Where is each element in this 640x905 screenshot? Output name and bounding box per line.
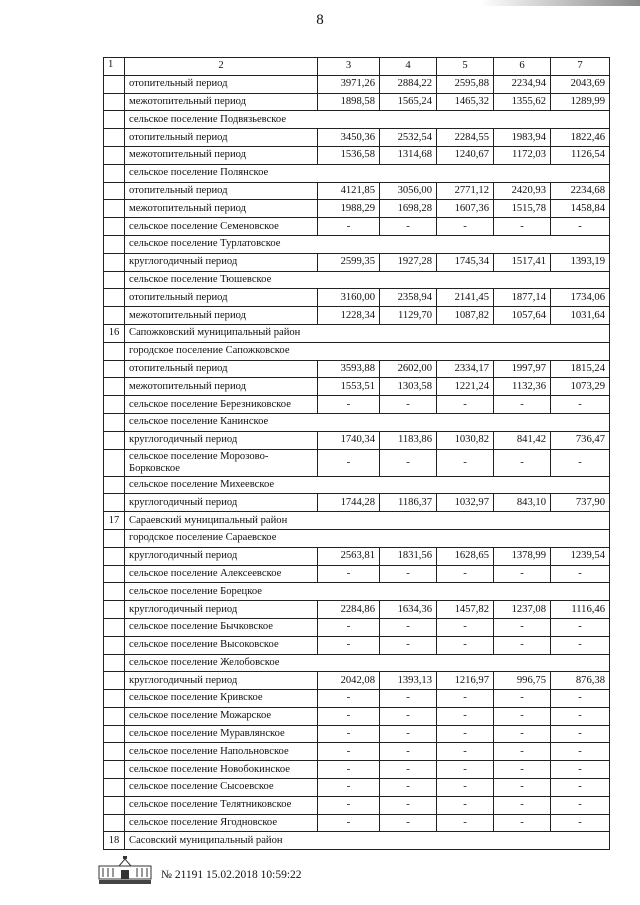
empty-value-cell: - [494, 725, 551, 743]
value-cell: 1378,99 [494, 547, 551, 565]
value-cell: 3593,88 [318, 360, 380, 378]
row-name-cell: отопительный период [125, 129, 318, 147]
value-cell: 1515,78 [494, 200, 551, 218]
row-name-cell: отопительный период [125, 182, 318, 200]
table-row [104, 690, 610, 708]
empty-value-cell: - [494, 796, 551, 814]
empty-value-cell: - [318, 761, 380, 779]
value-cell: 2284,86 [318, 601, 380, 619]
value-cell: 2284,55 [437, 129, 494, 147]
row-name-cell: межотопительный период [125, 200, 318, 218]
row-name-cell: круглогодичный период [125, 494, 318, 512]
header-cell: 4 [380, 58, 437, 76]
value-cell: 1734,06 [551, 289, 610, 307]
value-cell: 1129,70 [380, 307, 437, 325]
empty-value-cell: - [318, 814, 380, 832]
row-number-cell [104, 218, 125, 236]
table-row [104, 547, 610, 565]
empty-value-cell: - [437, 396, 494, 414]
empty-value-cell: - [551, 743, 610, 761]
value-cell: 1132,36 [494, 378, 551, 396]
page-number: 8 [316, 12, 324, 28]
row-number-cell [104, 476, 125, 494]
row-name-cell: сельское поселение Напольновское [125, 743, 318, 761]
empty-value-cell: - [551, 449, 610, 476]
empty-value-cell: - [494, 449, 551, 476]
table-row [104, 129, 610, 147]
table-row [104, 449, 610, 476]
table-row [104, 307, 610, 325]
table-row [104, 796, 610, 814]
empty-value-cell: - [437, 565, 494, 583]
row-number-cell [104, 431, 125, 449]
empty-value-cell: - [380, 814, 437, 832]
value-cell: 2234,68 [551, 182, 610, 200]
row-number-cell [104, 583, 125, 601]
empty-value-cell: - [551, 690, 610, 708]
row-number-cell [104, 200, 125, 218]
row-number-cell [104, 494, 125, 512]
registration-stamp: № 21191 15.02.2018 10:59:22 [161, 869, 302, 881]
value-cell: 876,38 [551, 672, 610, 690]
empty-value-cell: - [551, 636, 610, 654]
government-building-logo [97, 855, 153, 885]
empty-value-cell: - [380, 779, 437, 797]
table-header-row [104, 58, 610, 76]
section-row [104, 512, 610, 530]
row-number-cell [104, 725, 125, 743]
section-row [104, 529, 610, 547]
value-cell: 4121,85 [318, 182, 380, 200]
value-cell: 1031,64 [551, 307, 610, 325]
value-cell: 3056,00 [380, 182, 437, 200]
value-cell: 2771,12 [437, 182, 494, 200]
row-number-cell [104, 182, 125, 200]
empty-value-cell: - [318, 743, 380, 761]
empty-value-cell: - [437, 743, 494, 761]
header-cell: 6 [494, 58, 551, 76]
tariff-table [103, 57, 610, 850]
table-row [104, 725, 610, 743]
empty-value-cell: - [551, 565, 610, 583]
table-row [104, 93, 610, 111]
value-cell: 843,10 [494, 494, 551, 512]
section-row [104, 271, 610, 289]
header-cell: 2 [125, 58, 318, 76]
row-number-cell [104, 779, 125, 797]
empty-value-cell: - [494, 690, 551, 708]
table-row [104, 218, 610, 236]
value-cell: 1634,36 [380, 601, 437, 619]
row-number-cell [104, 289, 125, 307]
empty-value-cell: - [380, 218, 437, 236]
table-row [104, 779, 610, 797]
table-row [104, 743, 610, 761]
section-row [104, 164, 610, 182]
row-name-cell: сельское поселение Березниковское [125, 396, 318, 414]
row-number-cell [104, 707, 125, 725]
section-row [104, 413, 610, 431]
value-cell: 1458,84 [551, 200, 610, 218]
row-number-cell [104, 672, 125, 690]
value-cell: 1221,24 [437, 378, 494, 396]
row-number-cell [104, 253, 125, 271]
row-number-cell [104, 796, 125, 814]
empty-value-cell: - [437, 618, 494, 636]
value-cell: 3450,36 [318, 129, 380, 147]
value-cell: 1745,34 [437, 253, 494, 271]
row-number-cell [104, 761, 125, 779]
row-name-cell: круглогодичный период [125, 547, 318, 565]
section-name-cell: сельское поселение Борецкое [125, 583, 610, 601]
row-number-cell [104, 342, 125, 360]
empty-value-cell: - [437, 218, 494, 236]
table-row [104, 200, 610, 218]
section-name-cell: городское поселение Сараевское [125, 529, 610, 547]
empty-value-cell: - [318, 449, 380, 476]
value-cell: 1126,54 [551, 146, 610, 164]
empty-value-cell: - [494, 618, 551, 636]
header-cell: 5 [437, 58, 494, 76]
section-name-cell: сельское поселение Турлатовское [125, 235, 610, 253]
empty-value-cell: - [318, 725, 380, 743]
value-cell: 1565,24 [380, 93, 437, 111]
value-cell: 1457,82 [437, 601, 494, 619]
row-number-cell [104, 547, 125, 565]
value-cell: 1988,29 [318, 200, 380, 218]
empty-value-cell: - [494, 218, 551, 236]
value-cell: 1822,46 [551, 129, 610, 147]
value-cell: 1289,99 [551, 93, 610, 111]
row-name-cell: круглогодичный период [125, 601, 318, 619]
empty-value-cell: - [380, 636, 437, 654]
empty-value-cell: - [437, 636, 494, 654]
section-name-cell: городское поселение Сапожковское [125, 342, 610, 360]
row-number-cell [104, 378, 125, 396]
value-cell: 1239,54 [551, 547, 610, 565]
row-number-cell [104, 413, 125, 431]
section-row [104, 111, 610, 129]
value-cell: 2234,94 [494, 75, 551, 93]
section-name-cell: сельское поселение Михеевское [125, 476, 610, 494]
value-cell: 1517,41 [494, 253, 551, 271]
empty-value-cell: - [494, 761, 551, 779]
row-name-cell: межотопительный период [125, 146, 318, 164]
table-row [104, 182, 610, 200]
empty-value-cell: - [494, 814, 551, 832]
empty-value-cell: - [318, 396, 380, 414]
table-row [104, 565, 610, 583]
document-footer [97, 855, 517, 891]
empty-value-cell: - [380, 796, 437, 814]
row-name-cell: круглогодичный период [125, 431, 318, 449]
section-name-cell: Сараевский муниципальный район [125, 512, 610, 530]
value-cell: 1228,34 [318, 307, 380, 325]
section-name-cell: Сасовский муниципальный район [125, 832, 610, 850]
empty-value-cell: - [494, 779, 551, 797]
value-cell: 1877,14 [494, 289, 551, 307]
value-cell: 1698,28 [380, 200, 437, 218]
row-number-cell [104, 75, 125, 93]
table-row [104, 396, 610, 414]
value-cell: 1355,62 [494, 93, 551, 111]
value-cell: 2043,69 [551, 75, 610, 93]
value-cell: 2602,00 [380, 360, 437, 378]
row-name-cell: сельское поселение Ягодновское [125, 814, 318, 832]
section-name-cell: Сапожковский муниципальный район [125, 324, 610, 342]
empty-value-cell: - [318, 796, 380, 814]
row-number-cell [104, 618, 125, 636]
header-cell: 3 [318, 58, 380, 76]
section-row [104, 583, 610, 601]
row-name-cell: межотопительный период [125, 378, 318, 396]
table-row [104, 707, 610, 725]
value-cell: 1983,94 [494, 129, 551, 147]
empty-value-cell: - [551, 725, 610, 743]
row-number-cell [104, 565, 125, 583]
row-name-cell: сельское поселение Сысоевское [125, 779, 318, 797]
empty-value-cell: - [380, 761, 437, 779]
empty-value-cell: - [551, 779, 610, 797]
row-number-cell [104, 396, 125, 414]
row-number-cell [104, 129, 125, 147]
row-number-cell: 17 [104, 512, 125, 530]
section-row [104, 235, 610, 253]
empty-value-cell: - [437, 779, 494, 797]
section-row [104, 324, 610, 342]
row-number-cell [104, 743, 125, 761]
row-number-cell [104, 690, 125, 708]
empty-value-cell: - [551, 396, 610, 414]
row-name-cell: сельское поселение Телятниковское [125, 796, 318, 814]
empty-value-cell: - [318, 636, 380, 654]
value-cell: 2334,17 [437, 360, 494, 378]
empty-value-cell: - [551, 218, 610, 236]
empty-value-cell: - [494, 636, 551, 654]
value-cell: 737,90 [551, 494, 610, 512]
value-cell: 1465,32 [437, 93, 494, 111]
table-row [104, 814, 610, 832]
row-name-cell: межотопительный период [125, 307, 318, 325]
empty-value-cell: - [437, 449, 494, 476]
row-number-cell [104, 654, 125, 672]
empty-value-cell: - [380, 707, 437, 725]
scan-artifact [480, 0, 640, 6]
row-name-cell: сельское поселение Бычковское [125, 618, 318, 636]
table-row [104, 75, 610, 93]
value-cell: 2420,93 [494, 182, 551, 200]
table-row [104, 146, 610, 164]
section-name-cell: сельское поселение Подвязьевское [125, 111, 610, 129]
empty-value-cell: - [437, 796, 494, 814]
value-cell: 2141,45 [437, 289, 494, 307]
row-name-cell: отопительный период [125, 75, 318, 93]
empty-value-cell: - [380, 743, 437, 761]
empty-value-cell: - [380, 449, 437, 476]
row-number-cell [104, 601, 125, 619]
table-row [104, 378, 610, 396]
value-cell: 1030,82 [437, 431, 494, 449]
table-row [104, 636, 610, 654]
value-cell: 1607,36 [437, 200, 494, 218]
row-name-cell: круглогодичный период [125, 253, 318, 271]
value-cell: 2884,22 [380, 75, 437, 93]
value-cell: 1831,56 [380, 547, 437, 565]
value-cell: 1073,29 [551, 378, 610, 396]
value-cell: 1744,28 [318, 494, 380, 512]
row-name-cell: сельское поселение Морозово-Борковское [125, 449, 318, 476]
table-row [104, 618, 610, 636]
empty-value-cell: - [437, 707, 494, 725]
value-cell: 1815,24 [551, 360, 610, 378]
value-cell: 1393,13 [380, 672, 437, 690]
value-cell: 1087,82 [437, 307, 494, 325]
empty-value-cell: - [437, 814, 494, 832]
value-cell: 1172,03 [494, 146, 551, 164]
empty-value-cell: - [380, 725, 437, 743]
row-number-cell [104, 93, 125, 111]
value-cell: 1393,19 [551, 253, 610, 271]
row-number-cell [104, 164, 125, 182]
section-name-cell: сельское поселение Канинское [125, 413, 610, 431]
value-cell: 2595,88 [437, 75, 494, 93]
empty-value-cell: - [551, 761, 610, 779]
empty-value-cell: - [380, 565, 437, 583]
table-row [104, 253, 610, 271]
value-cell: 1314,68 [380, 146, 437, 164]
row-number-cell [104, 307, 125, 325]
row-name-cell: отопительный период [125, 289, 318, 307]
value-cell: 3160,00 [318, 289, 380, 307]
table-row [104, 289, 610, 307]
row-number-cell [104, 449, 125, 476]
empty-value-cell: - [318, 707, 380, 725]
section-row [104, 832, 610, 850]
value-cell: 2599,35 [318, 253, 380, 271]
empty-value-cell: - [551, 814, 610, 832]
value-cell: 1553,51 [318, 378, 380, 396]
section-name-cell: сельское поселение Тюшевское [125, 271, 610, 289]
empty-value-cell: - [380, 396, 437, 414]
empty-value-cell: - [318, 690, 380, 708]
value-cell: 1183,86 [380, 431, 437, 449]
row-name-cell: круглогодичный период [125, 672, 318, 690]
row-name-cell: сельское поселение Муравлянское [125, 725, 318, 743]
value-cell: 1057,64 [494, 307, 551, 325]
empty-value-cell: - [437, 725, 494, 743]
value-cell: 1116,46 [551, 601, 610, 619]
value-cell: 1240,67 [437, 146, 494, 164]
empty-value-cell: - [318, 565, 380, 583]
value-cell: 1237,08 [494, 601, 551, 619]
row-number-cell [104, 814, 125, 832]
table-row [104, 761, 610, 779]
row-name-cell: межотопительный период [125, 93, 318, 111]
empty-value-cell: - [437, 761, 494, 779]
row-name-cell: сельское поселение Алексеевское [125, 565, 318, 583]
row-number-cell: 16 [104, 324, 125, 342]
empty-value-cell: - [494, 565, 551, 583]
row-number-cell [104, 636, 125, 654]
row-name-cell: сельское поселение Новобокинское [125, 761, 318, 779]
value-cell: 2042,08 [318, 672, 380, 690]
value-cell: 1303,58 [380, 378, 437, 396]
value-cell: 1032,97 [437, 494, 494, 512]
value-cell: 1898,58 [318, 93, 380, 111]
section-row [104, 342, 610, 360]
row-name-cell: отопительный период [125, 360, 318, 378]
value-cell: 1628,65 [437, 547, 494, 565]
empty-value-cell: - [318, 618, 380, 636]
empty-value-cell: - [494, 396, 551, 414]
value-cell: 1740,34 [318, 431, 380, 449]
value-cell: 1186,37 [380, 494, 437, 512]
row-number-cell [104, 360, 125, 378]
value-cell: 1997,97 [494, 360, 551, 378]
header-cell: 7 [551, 58, 610, 76]
value-cell: 996,75 [494, 672, 551, 690]
table-row [104, 494, 610, 512]
row-name-cell: сельское поселение Высоковское [125, 636, 318, 654]
value-cell: 1536,58 [318, 146, 380, 164]
empty-value-cell: - [551, 796, 610, 814]
table-row [104, 672, 610, 690]
empty-value-cell: - [380, 690, 437, 708]
row-number-cell [104, 146, 125, 164]
empty-value-cell: - [494, 707, 551, 725]
row-number-cell [104, 529, 125, 547]
empty-value-cell: - [437, 690, 494, 708]
empty-value-cell: - [494, 743, 551, 761]
value-cell: 1927,28 [380, 253, 437, 271]
row-name-cell: сельское поселение Можарское [125, 707, 318, 725]
row-number-cell: 18 [104, 832, 125, 850]
empty-value-cell: - [380, 618, 437, 636]
section-row [104, 476, 610, 494]
section-name-cell: сельское поселение Полянское [125, 164, 610, 182]
value-cell: 3971,26 [318, 75, 380, 93]
value-cell: 841,42 [494, 431, 551, 449]
value-cell: 1216,97 [437, 672, 494, 690]
row-number-cell [104, 271, 125, 289]
value-cell: 736,47 [551, 431, 610, 449]
value-cell: 2358,94 [380, 289, 437, 307]
empty-value-cell: - [551, 618, 610, 636]
table-body [104, 58, 610, 850]
table-row [104, 601, 610, 619]
header-cell: 1 [104, 58, 125, 76]
row-name-cell: сельское поселение Семеновское [125, 218, 318, 236]
value-cell: 2563,81 [318, 547, 380, 565]
row-number-cell [104, 235, 125, 253]
row-number-cell [104, 111, 125, 129]
empty-value-cell: - [551, 707, 610, 725]
table-row [104, 360, 610, 378]
table-row [104, 431, 610, 449]
section-name-cell: сельское поселение Желобовское [125, 654, 610, 672]
empty-value-cell: - [318, 218, 380, 236]
row-name-cell: сельское поселение Кривское [125, 690, 318, 708]
empty-value-cell: - [318, 779, 380, 797]
section-row [104, 654, 610, 672]
value-cell: 2532,54 [380, 129, 437, 147]
